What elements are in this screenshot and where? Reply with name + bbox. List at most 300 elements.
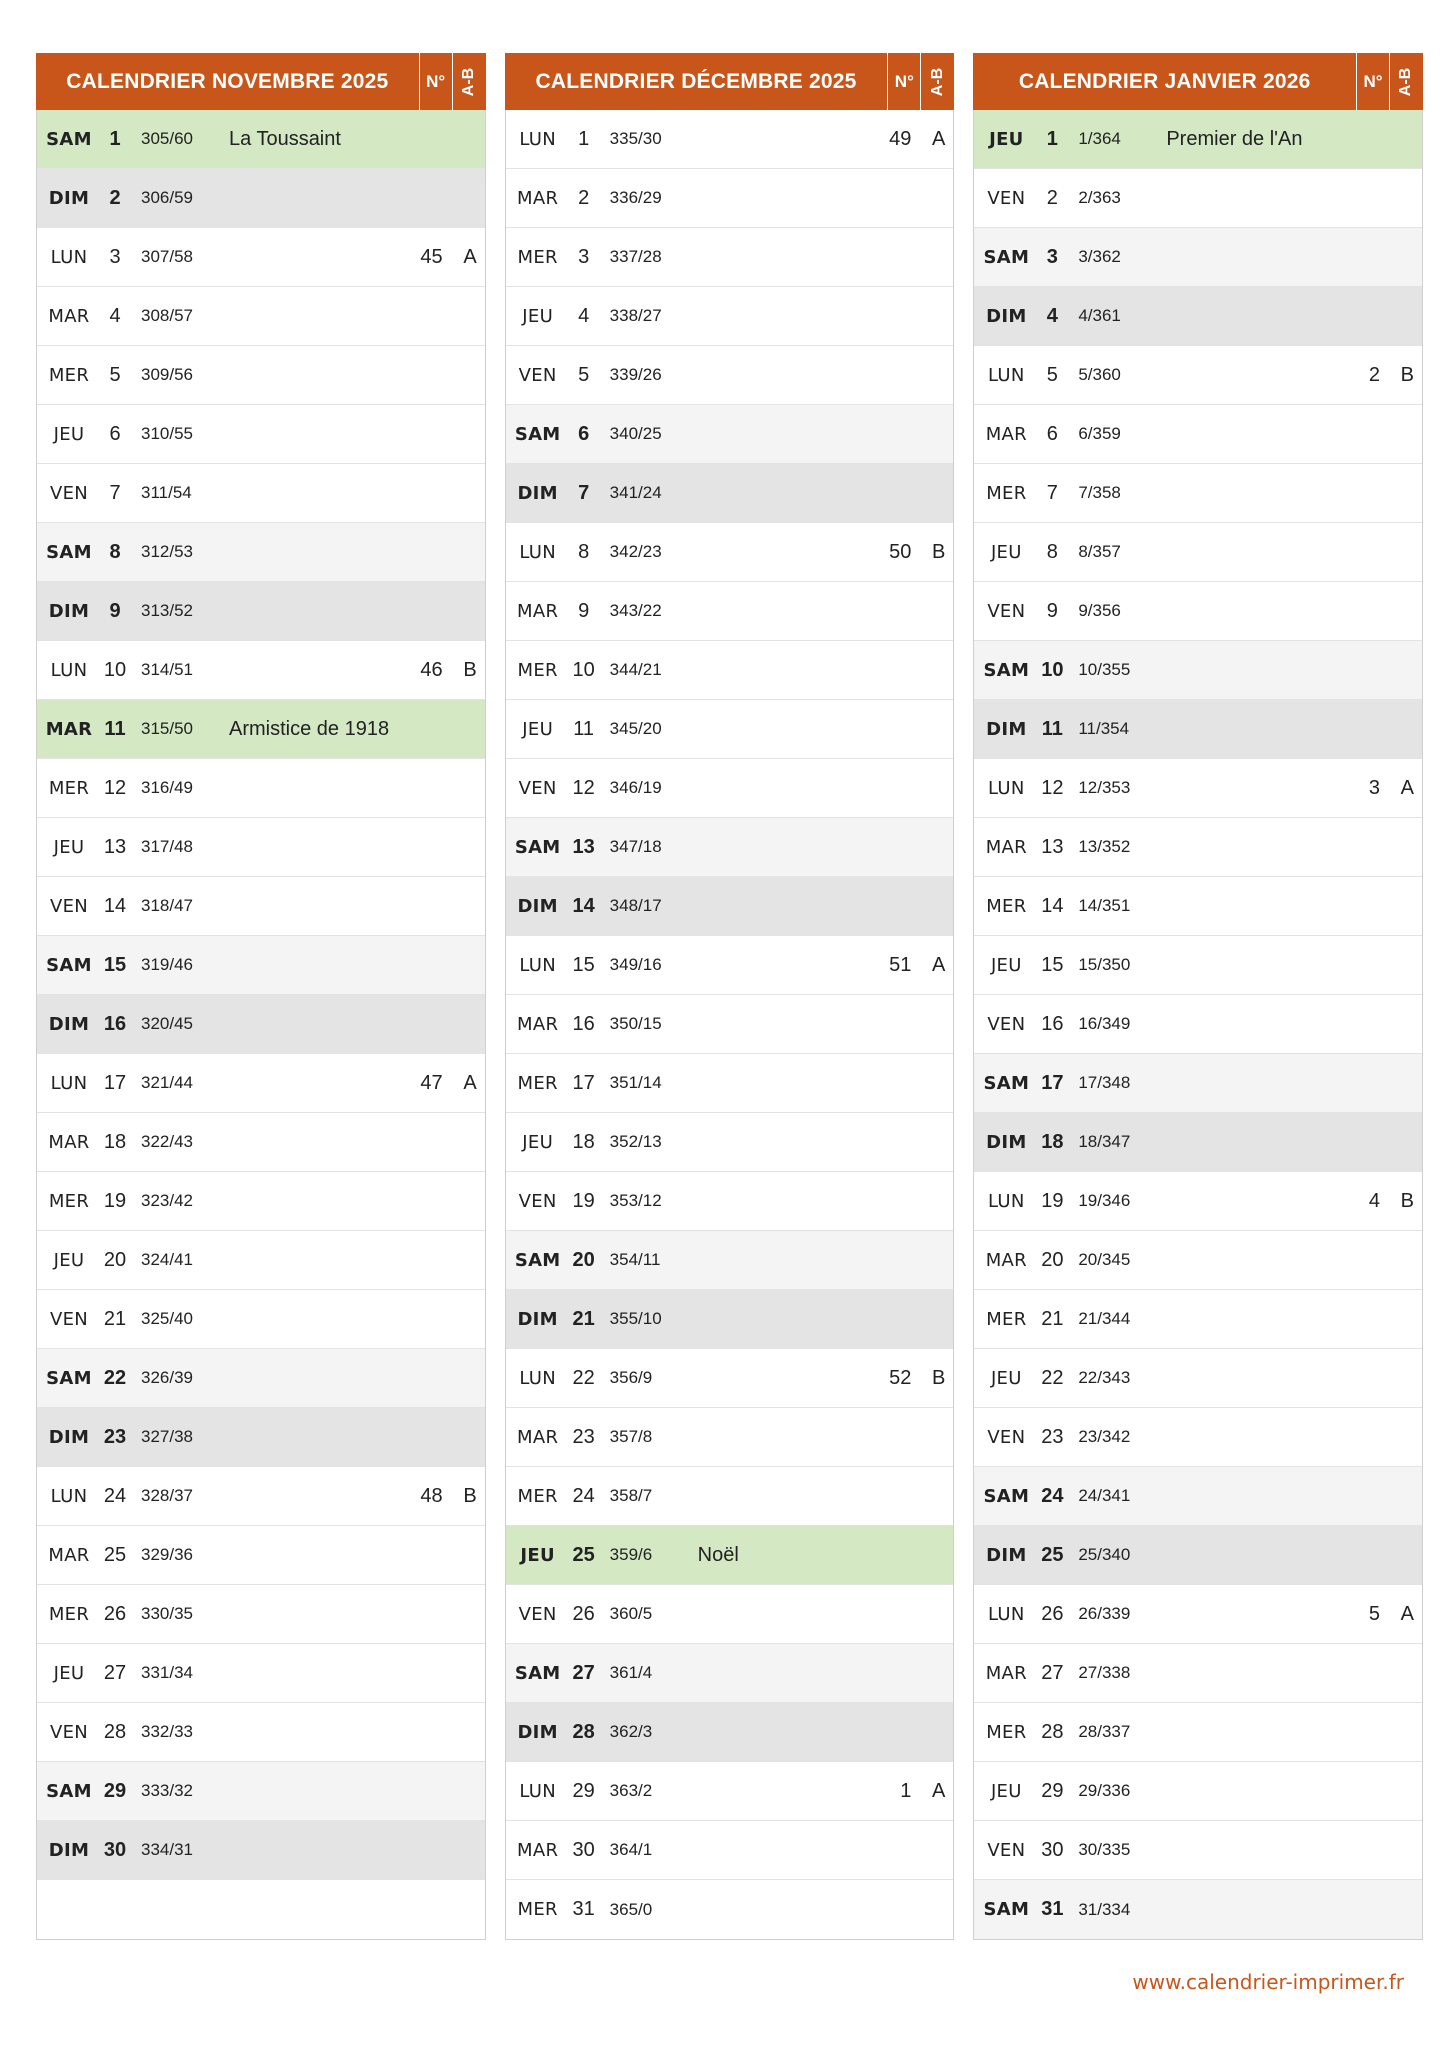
day-of-week: JEU [522,1131,554,1153]
day-row [37,1290,485,1349]
day-of-year: 346/19 [609,778,662,797]
day-of-week: MER [986,1721,1027,1743]
day-number: 29 [103,1779,127,1802]
week-ab-header-label: A-B [460,67,478,96]
day-of-week: MAR [985,1249,1027,1271]
day-of-year: 6/359 [1078,424,1121,443]
week-ab: A [932,953,946,976]
day-of-year: 315/50 [141,719,193,738]
day-of-week: JEU [53,836,85,858]
day-of-year: 353/12 [609,1191,662,1210]
day-of-year: 308/57 [141,306,193,325]
day-of-year: 4/361 [1078,306,1121,325]
day-of-week: MAR [517,600,559,622]
day-row [506,1408,954,1467]
day-row [37,1172,485,1231]
day-number: 17 [103,1071,127,1094]
day-of-year: 17/348 [1078,1073,1131,1092]
day-of-week: LUN [519,1367,556,1389]
day-of-week: DIM [48,1426,90,1448]
day-of-week: VEN [987,1839,1026,1861]
day-row [506,346,954,405]
week-number: 46 [420,658,443,681]
day-row [37,700,485,759]
week-ab: A [463,245,477,268]
day-number: 12 [103,776,127,799]
day-of-week: MAR [517,1839,559,1861]
day-number: 30 [572,1838,595,1861]
week-number: 45 [420,245,443,268]
day-of-year: 10/355 [1078,660,1131,679]
day-row [37,405,485,464]
day-of-year: 23/342 [1078,1427,1131,1446]
day-of-week: LUN [50,1072,88,1094]
week-number-header: N° [1356,53,1389,110]
day-of-week: SAM [983,1899,1030,1920]
week-number-header: N° [887,53,920,110]
day-of-year: 9/356 [1078,601,1121,620]
week-ab-header [1389,53,1423,110]
day-of-week: MAR [985,1662,1027,1684]
day-of-year: 351/14 [609,1073,662,1092]
holiday-name: Noël [697,1543,739,1566]
day-number: 24 [1041,1484,1064,1507]
day-row [506,641,954,700]
day-of-week: LUN [988,1603,1025,1625]
day-of-week: DIM [517,895,558,917]
day-of-year: 323/42 [141,1191,193,1210]
day-of-week: VEN [49,895,89,917]
week-ab: A [1400,776,1415,799]
day-number: 7 [1046,481,1058,504]
day-number: 4 [1046,304,1058,327]
day-row [974,1113,1422,1172]
month-column [973,53,1423,1940]
day-number: 21 [1041,1307,1064,1330]
day-of-year: 2/363 [1078,188,1121,207]
day-row [37,346,485,405]
day-row [506,1821,954,1880]
day-of-year: 313/52 [141,601,193,620]
day-number: 16 [572,1012,595,1035]
day-number: 17 [572,1071,595,1094]
day-number: 28 [572,1720,595,1743]
day-row [506,1349,954,1408]
day-number: 15 [572,953,595,976]
day-number: 13 [1041,835,1064,858]
day-of-week: DIM [48,600,90,622]
day-row [506,1054,954,1113]
day-of-year: 310/55 [141,424,193,443]
day-number: 25 [103,1543,127,1566]
week-number: 49 [889,127,912,150]
day-of-year: 29/336 [1078,1781,1131,1800]
day-of-week: MAR [45,718,93,740]
day-number: 8 [578,540,590,563]
day-row [37,1054,485,1113]
day-number: 13 [572,835,595,858]
day-number: 19 [572,1189,595,1212]
day-row [974,169,1422,228]
day-number: 22 [1041,1366,1064,1389]
day-of-year: 326/39 [141,1368,193,1387]
day-number: 11 [573,717,595,740]
day-of-week: DIM [517,1721,558,1743]
day-of-year: 320/45 [141,1014,193,1033]
day-row [974,641,1422,700]
day-number: 23 [1041,1425,1064,1448]
day-number: 20 [1041,1248,1064,1271]
day-of-year: 365/0 [609,1899,653,1919]
week-ab: B [932,540,946,563]
day-row [37,287,485,346]
day-number: 19 [1041,1189,1064,1212]
day-row [37,641,485,700]
day-number: 26 [1041,1602,1064,1625]
day-of-year: 344/21 [609,660,662,679]
day-of-week: MAR [985,423,1027,445]
day-row [37,169,485,228]
day-of-year: 316/49 [141,778,193,797]
day-of-week: SAM [514,1249,561,1271]
day-of-week: MAR [48,305,90,327]
day-number: 10 [1041,658,1064,681]
day-of-year: 16/349 [1078,1014,1131,1033]
day-of-week: SAM [514,1662,561,1684]
week-ab: B [932,1366,946,1389]
day-of-week: MAR [48,1131,90,1153]
day-row [37,1703,485,1762]
day-of-year: 321/44 [141,1073,193,1092]
day-of-year: 361/4 [609,1663,653,1682]
day-row [37,1113,485,1172]
day-row [37,1467,485,1526]
day-of-week: MAR [517,1013,559,1035]
day-row [974,1408,1422,1467]
day-of-year: 18/347 [1078,1132,1131,1151]
day-of-week: LUN [519,954,556,976]
day-number: 9 [578,599,590,622]
day-of-week: LUN [519,541,556,563]
day-row [506,1762,954,1821]
day-row [506,110,954,169]
day-number: 4 [578,304,590,327]
day-row [506,169,954,228]
holiday-name: Premier de l'An [1166,127,1303,150]
day-of-week: JEU [53,423,85,445]
day-number: 24 [103,1484,127,1507]
day-of-week: VEN [518,777,557,799]
day-of-week: DIM [986,305,1027,327]
day-number: 5 [578,363,590,386]
day-of-year: 307/58 [141,247,193,266]
day-of-year: 3/362 [1078,247,1121,266]
day-of-year: 345/20 [609,719,662,738]
day-number: 22 [103,1366,127,1389]
day-row [506,936,954,995]
day-row [37,1526,485,1585]
day-row [506,1290,954,1349]
day-number: 11 [104,717,126,740]
day-number: 27 [572,1661,595,1684]
day-of-week: MER [517,1485,558,1507]
day-of-week: SAM [983,659,1030,681]
day-of-week: DIM [48,187,90,209]
day-of-week: MER [48,364,90,386]
day-of-week: VEN [49,1308,89,1330]
day-row [506,582,954,641]
day-of-year: 306/59 [141,188,193,207]
day-of-year: 27/338 [1078,1663,1131,1682]
day-of-week: VEN [987,600,1026,622]
day-number: 24 [572,1484,595,1507]
day-of-week: SAM [983,1072,1030,1094]
week-number: 2 [1368,363,1381,386]
day-of-year: 318/47 [141,896,193,915]
day-number: 6 [1046,422,1058,445]
day-of-week: VEN [518,1603,557,1625]
day-grid [36,110,486,1940]
day-of-year: 332/33 [141,1722,193,1741]
day-row [974,523,1422,582]
week-ab: B [1400,363,1415,386]
day-number: 25 [572,1543,595,1566]
day-of-week: DIM [517,482,558,504]
day-number: 1 [109,127,121,150]
day-of-year: 338/27 [609,306,662,325]
day-number: 14 [1041,894,1064,917]
day-of-week: LUN [50,246,88,268]
month-header [505,53,955,110]
day-number: 16 [103,1012,127,1035]
day-row [506,287,954,346]
day-of-year: 322/43 [141,1132,193,1151]
day-number: 3 [578,245,590,268]
day-of-year: 8/357 [1078,542,1121,561]
day-of-year: 21/344 [1078,1309,1131,1328]
day-number: 17 [1041,1071,1064,1094]
day-row [37,110,485,169]
day-row [506,995,954,1054]
day-row [506,523,954,582]
day-number: 2 [109,186,121,209]
day-of-week: VEN [987,1013,1026,1035]
week-number: 5 [1368,1602,1381,1625]
day-number: 11 [1041,717,1063,740]
day-row [974,1231,1422,1290]
month-title: CALENDRIER NOVEMBRE 2025 [66,69,389,93]
day-of-week: SAM [46,1367,92,1389]
day-of-year: 305/60 [141,129,193,148]
day-row [37,1644,485,1703]
day-number: 4 [109,304,121,327]
day-of-week: MER [517,1072,558,1094]
week-number: 1 [900,1779,912,1802]
day-of-year: 348/17 [609,896,662,915]
day-of-week: MER [48,777,90,799]
week-ab: A [932,1779,946,1802]
day-of-week: JEU [522,718,554,740]
day-of-year: 13/352 [1078,837,1131,856]
day-row [37,877,485,936]
day-of-week: LUN [988,777,1025,799]
day-row [974,1703,1422,1762]
day-of-year: 26/339 [1078,1604,1131,1623]
day-of-year: 327/38 [141,1427,193,1446]
day-row [974,228,1422,287]
day-of-year: 330/35 [141,1604,193,1623]
day-of-year: 342/23 [609,542,662,561]
day-of-year: 343/22 [609,601,662,620]
day-number: 12 [1041,776,1064,799]
day-number: 9 [1046,599,1058,622]
day-of-year: 331/34 [141,1663,193,1682]
day-of-week: MAR [48,1544,90,1566]
day-row [974,110,1422,169]
month-column [505,53,955,1940]
day-of-year: 357/8 [609,1427,653,1446]
day-of-year: 7/358 [1078,483,1121,502]
week-ab: A [932,127,946,150]
day-number: 18 [572,1130,595,1153]
day-of-year: 355/10 [609,1309,662,1328]
week-number: 50 [889,540,912,563]
day-of-week: SAM [46,1780,92,1802]
day-row [506,405,954,464]
day-of-week: LUN [519,128,556,150]
day-of-week: DIM [986,1544,1027,1566]
day-row [974,1821,1422,1880]
day-row [37,228,485,287]
day-of-year: 25/340 [1078,1545,1131,1564]
day-row [506,1231,954,1290]
day-of-week: VEN [987,1426,1026,1448]
day-grid [505,110,955,1940]
footer-website-link[interactable]: www.calendrier-imprimer.fr [1132,1970,1404,1994]
day-of-year: 30/335 [1078,1840,1131,1859]
day-row [974,1762,1422,1821]
day-of-year: 350/15 [609,1014,662,1033]
day-of-year: 354/11 [609,1250,661,1269]
day-of-year: 311/54 [141,483,192,502]
day-number: 29 [1041,1779,1064,1802]
day-of-week: DIM [48,1013,90,1035]
day-of-year: 341/24 [609,483,662,502]
day-of-week: SAM [46,954,92,976]
day-row [37,523,485,582]
day-number: 12 [572,776,595,799]
week-ab: B [463,1484,477,1507]
day-row [506,877,954,936]
day-of-year: 19/346 [1078,1191,1131,1210]
day-of-year: 364/1 [609,1840,653,1859]
day-number: 27 [103,1661,127,1684]
day-number: 14 [103,894,127,917]
day-number: 3 [109,245,121,268]
day-of-year: 363/2 [609,1781,653,1800]
day-of-week: SAM [46,541,92,563]
day-row [974,700,1422,759]
day-number: 21 [572,1307,595,1330]
day-number: 14 [572,894,595,917]
day-of-year: 12/353 [1078,778,1131,797]
day-of-week: MAR [985,836,1027,858]
day-of-week: VEN [49,1721,89,1743]
day-of-week: VEN [49,482,89,504]
month-header [36,53,486,110]
day-number: 15 [103,953,127,976]
day-number: 20 [103,1248,127,1271]
day-of-week: MER [48,1190,90,1212]
day-of-year: 24/341 [1078,1486,1131,1505]
day-row [974,1172,1422,1231]
day-number: 18 [103,1130,127,1153]
day-number: 7 [109,481,121,504]
day-of-year: 325/40 [141,1309,193,1328]
day-row [974,346,1422,405]
day-of-year: 328/37 [141,1486,193,1505]
day-row [37,936,485,995]
day-number: 26 [572,1602,595,1625]
day-of-week: MER [517,246,558,268]
day-of-year: 358/7 [609,1486,653,1505]
day-of-week: VEN [518,1190,557,1212]
calendar-months [36,53,1423,1940]
day-of-week: JEU [990,954,1022,976]
day-row [974,1467,1422,1526]
day-number: 15 [1041,953,1064,976]
day-of-week: DIM [517,1308,558,1330]
day-of-week: LUN [988,1190,1025,1212]
day-of-week: MER [986,482,1027,504]
day-of-week: DIM [986,718,1027,740]
week-number: 3 [1368,776,1381,799]
day-of-year: 309/56 [141,365,193,384]
day-of-week: JEU [520,1544,555,1566]
day-of-year: 340/25 [609,424,662,443]
day-number: 9 [109,599,121,622]
day-number: 3 [1046,245,1058,268]
day-number: 26 [103,1602,127,1625]
day-of-week: MAR [517,187,559,209]
day-of-week: JEU [990,1780,1022,1802]
day-of-year: 317/48 [141,837,193,856]
day-number: 21 [103,1307,127,1330]
day-of-year: 329/36 [141,1545,193,1564]
week-number: 52 [889,1366,912,1389]
day-number: 18 [1041,1130,1064,1153]
day-of-year: 356/9 [609,1368,653,1387]
day-number: 31 [572,1898,595,1920]
day-of-year: 11/354 [1078,719,1130,738]
month-title: CALENDRIER DÉCEMBRE 2025 [535,69,857,93]
day-row [506,1526,954,1585]
day-row [37,582,485,641]
day-of-year: 319/46 [141,955,193,974]
week-number: 47 [420,1071,443,1094]
day-of-year: 360/5 [609,1604,653,1623]
day-row [506,1644,954,1703]
day-row [974,1880,1422,1939]
day-number: 5 [1046,363,1058,386]
day-of-week: MER [517,1899,558,1920]
day-of-year: 312/53 [141,542,193,561]
day-row [974,936,1422,995]
day-row [37,464,485,523]
week-ab: A [463,1071,477,1094]
day-of-week: MER [986,895,1027,917]
month-header [973,53,1423,110]
